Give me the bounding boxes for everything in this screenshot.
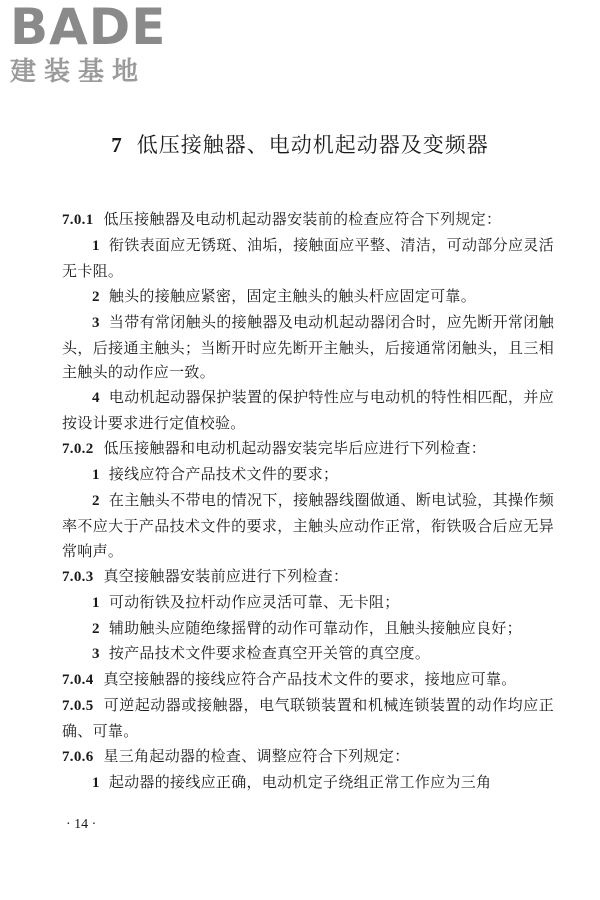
- list-item: [62, 590, 554, 616]
- clause-text: 真空接触器安装前应进行下列检查：: [103, 566, 349, 585]
- list-item: [62, 284, 554, 310]
- clause-text: 星三角起动器的检查、调整应符合下列规定：: [103, 747, 410, 766]
- clause-text: 低压接触器和电动机起动器安装完毕后应进行下列检查：: [103, 439, 487, 458]
- clause-7-0-4: [62, 667, 554, 693]
- list-item: [62, 310, 554, 386]
- item-text: 接线应符合产品技术文件的要求；: [108, 465, 339, 484]
- item-number: 1: [92, 594, 100, 611]
- list-item: [62, 616, 554, 642]
- clause-number: 7.0.5: [62, 698, 94, 715]
- clause-7-0-3: [62, 564, 554, 590]
- item-number: 1: [92, 237, 100, 254]
- clause-7-0-6: [62, 744, 554, 770]
- item-number: 4: [92, 390, 100, 407]
- item-text: 按产品技术文件要求检查真空开关管的真空度。: [108, 644, 431, 663]
- chapter-number: 7: [111, 133, 123, 157]
- item-text: 在主触头不带电的情况下，接触器线圈做通、断电试验，其操作频率不应大于产品技术文件的要求，主触头应动作正常，衔铁吸合后应无异常响声。: [62, 490, 554, 560]
- chapter-title: [0, 131, 600, 159]
- clause-7-0-1: [62, 207, 554, 233]
- list-item: [62, 462, 554, 488]
- item-text: 衔铁表面应无锈斑、油垢，接触面应平整、清洁，可动部分应灵活无卡阻。: [62, 235, 554, 280]
- body-text: [62, 207, 554, 796]
- clause-number: 7.0.6: [62, 749, 94, 766]
- clause-text: 可逆起动器或接触器，电气联锁装置和机械连锁装置的动作均应正确、可靠。: [62, 696, 554, 741]
- page-number: · 14 ·: [66, 817, 97, 832]
- item-text: 可动衔铁及拉杆动作应灵活可靠、无卡阻；: [108, 592, 400, 611]
- clause-number: 7.0.2: [62, 441, 94, 458]
- chapter-title-text: 低压接触器、电动机起动器及变频器: [136, 133, 489, 157]
- item-number: 2: [92, 288, 100, 305]
- item-number: 2: [92, 492, 100, 509]
- item-number: 3: [92, 646, 100, 663]
- clause-text: 真空接触器的接线应符合产品技术文件的要求，接地应可靠。: [103, 670, 517, 689]
- bade-logo: [10, 2, 166, 88]
- list-item: [62, 233, 554, 284]
- clause-number: 7.0.1: [62, 212, 94, 228]
- item-text: 当带有常闭触头的接触器及电动机起动器闭合时，应先断开常闭触头，后接通主触头；当断开时应先断开主触头，后接通常闭触头，且三相主触头的动作应一致。: [62, 312, 554, 382]
- item-text: 辅助触头应随绝缘摇臂的动作可靠动作，且触头接触应良好；: [108, 618, 522, 637]
- item-number: 2: [92, 620, 100, 637]
- list-item: [62, 385, 554, 436]
- list-item: [62, 488, 554, 564]
- item-number: 1: [92, 467, 100, 484]
- list-item: [62, 770, 554, 796]
- list-item: [62, 641, 554, 667]
- item-text: 起动器的接线应正确，电动机定子绕组正常工作应为三角: [108, 772, 492, 791]
- clause-7-0-2: [62, 436, 554, 462]
- clause-number: 7.0.3: [62, 568, 94, 585]
- logo-wordmark: BADE: [10, 0, 167, 56]
- item-number: 3: [92, 314, 100, 331]
- logo-subtitle: 建装基地: [10, 57, 147, 87]
- clause-number: 7.0.4: [62, 672, 94, 689]
- item-text: 触头的接触应紧密，固定主触头的触头杆应固定可靠。: [108, 286, 477, 305]
- clause-text: 低压接触器及电动机起动器安装前的检查应符合下列规定：: [103, 210, 502, 228]
- item-number: 1: [92, 774, 100, 791]
- clause-7-0-5: [62, 693, 554, 744]
- item-text: 电动机起动器保护装置的保护特性应与电动机的特性相匹配，并应按设计要求进行定值校验。: [62, 388, 554, 433]
